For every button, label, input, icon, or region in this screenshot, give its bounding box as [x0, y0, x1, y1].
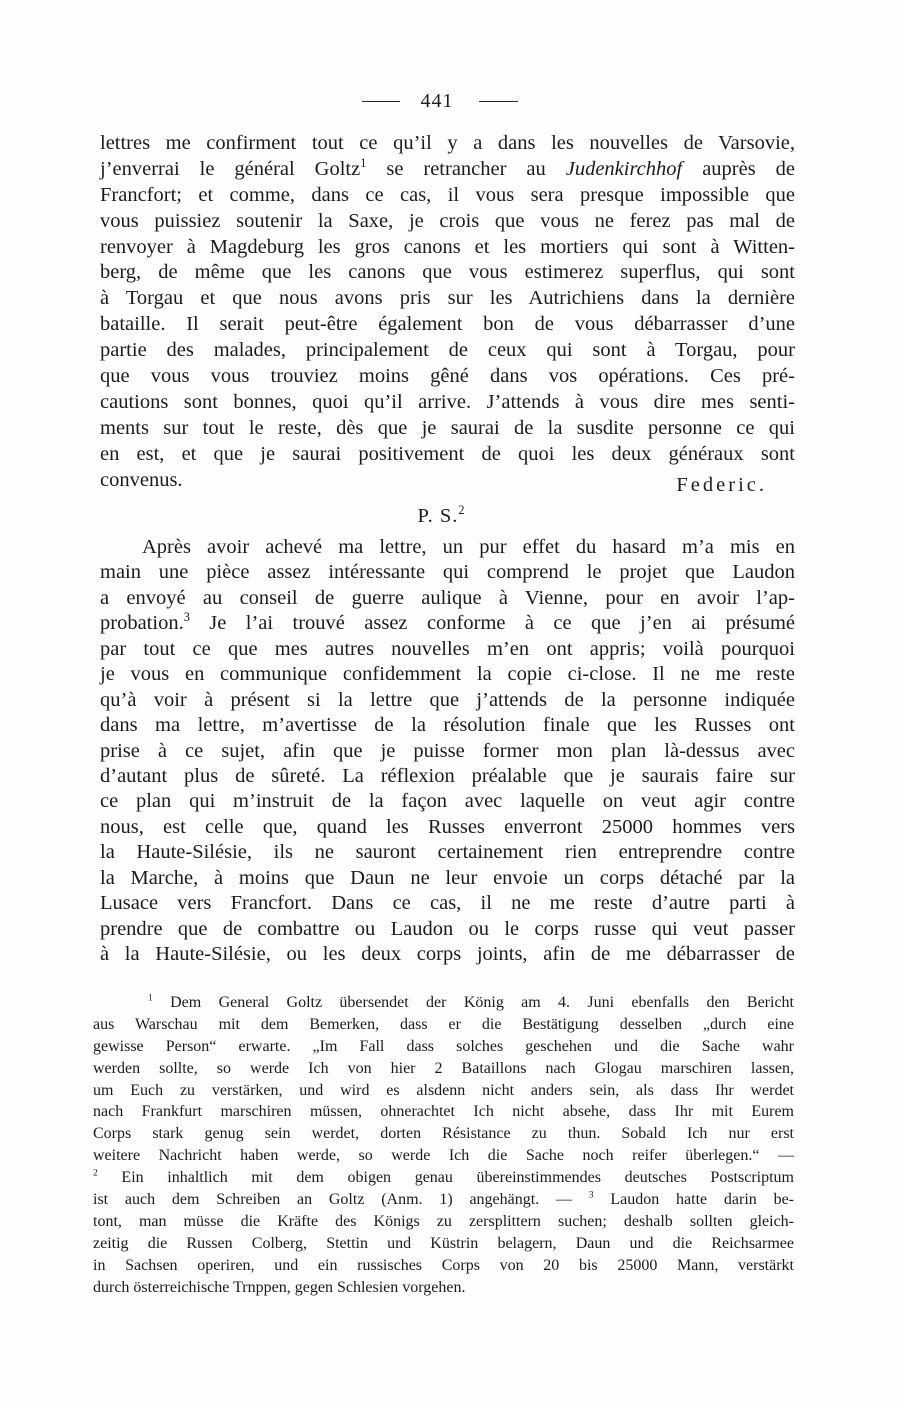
header-dash-left	[362, 101, 400, 102]
line-text: auprès de	[682, 157, 796, 180]
line-text: ist auch dem Schreiben an Goltz (Anm. 1) angehängt. —	[93, 1191, 589, 1209]
line-text: Laudon hatte darin be-	[593, 1191, 794, 1209]
footnote-line	[93, 1167, 794, 1189]
footnote-line: Corps stark genug sein werdet, dorten Résistance zu thun. Sobald Ich nur erst	[93, 1125, 794, 1143]
line-text: probation.	[100, 612, 184, 635]
footnote-line: tont, man müsse die Kräfte des Königs zu zersplittern suchen; deshalb sollten gleich-	[93, 1212, 794, 1230]
letter-line: berg, de même que les canons que vous estimerez superflus, qui sont	[100, 261, 795, 284]
footnote-line: durch österreichische Trnppen, gegen Schlesien vorgehen.	[93, 1278, 466, 1296]
footnote-ref: 2	[458, 503, 466, 518]
letter-closing: convenus.	[100, 468, 183, 491]
postscript-line: la Marche, à moins que Daun ne leur envoie un corps détaché par la	[100, 866, 795, 889]
letter-line: lettres me confirment tout ce qu’il y a dans les nouvelles de Varsovie,	[100, 132, 795, 154]
footnote-line: nach Frankfurt marschiren müssen, ohnerachtet Ich nicht absehe, dass Ihr mit Eurem	[93, 1103, 794, 1121]
footnotes	[93, 992, 794, 1298]
postscript-line: je vous en communique confidemment la copie ci-close. Il ne me reste	[100, 663, 795, 686]
letter-closing-line	[100, 468, 795, 494]
postscript-heading-text: P. S.	[417, 505, 459, 527]
postscript-line: à la Haute-Silésie, ou les deux corps joints, afin de me débarrasser de	[100, 943, 795, 965]
letter-line: renvoyer à Magdeburg les gros canons et les mortiers qui sont à Witten-	[100, 235, 795, 258]
postscript-line: qu’à voir à présent si la lettre que j’attends de la personne indiquée	[100, 688, 795, 711]
line-text: se retrancher au	[366, 157, 566, 180]
letter-line: cautions sont bonnes, quoi qu’il arrive. J’attends à vous dire mes senti-	[100, 390, 795, 413]
letter-line: bataille. Il serait peut-être également bon de vous débarrasser d’une	[100, 313, 795, 336]
footnote-marker: 3	[588, 1189, 594, 1201]
postscript-line: a envoyé au conseil de guerre aulique à Vienne, pour en avoir l’ap-	[100, 586, 795, 609]
footnote-line: weitere Nachricht haben werde, so werde Ich die Sache noch reifer überlegen.“ —	[93, 1147, 794, 1165]
postscript-line: prise à ce sujet, afin que je puisse former mon plan là-dessus avec	[100, 739, 795, 762]
postscript-line: dans ma lettre, m’avertisse de la résolution finale que les Russes ont	[100, 714, 795, 737]
letter-line: partie des malades, principalement de ceux qui sont à Torgau, pour	[100, 339, 795, 362]
footnote-ref: 1	[360, 156, 367, 171]
footnote-marker: 2	[93, 1167, 98, 1179]
line-text: Je l’ai trouvé assez conforme à ce que j’en ai présumé	[189, 612, 795, 635]
footnote-line	[93, 1189, 794, 1211]
postscript-line: prendre que de combattre ou Laudon ou le corps russe qui veut passer	[100, 917, 795, 940]
footnote-ref: 3	[183, 610, 190, 625]
italic-place-name: Judenkirchhof	[565, 157, 683, 180]
postscript-line: d’autant plus de sûreté. La réflexion préalable que je saurais faire sur	[100, 764, 795, 787]
postscript-line	[100, 611, 795, 636]
letter-line: Francfort; et comme, dans ce cas, il vous sera presque impossible que	[100, 183, 795, 206]
postscript-line: Après avoir achevé ma lettre, un pur effet du hasard m’a mis en	[142, 536, 795, 558]
header-dash-right	[479, 101, 518, 102]
postscript-heading	[94, 503, 789, 529]
footnote-line: um Euch zu verstärken, und wird es alsdenn nicht anders sein, als dass Ihr werdet	[93, 1081, 794, 1099]
signature: Federic.	[676, 473, 767, 496]
footnote-line: aus Warschau mit dem Bemerken, dass er die Bestätigung desselben „durch eine	[93, 1015, 794, 1033]
letter-line: à Torgau et que nous avons pris sur les Autrichiens dans la dernière	[100, 287, 795, 310]
footnote-line	[93, 992, 794, 1014]
letter-body	[100, 131, 796, 496]
line-text: Ein inhaltlich mit dem obigen genau übereinstimmendes deutsches Postscriptum	[97, 1169, 794, 1187]
letter-line	[100, 157, 795, 183]
footnote-marker: 1	[148, 992, 153, 1004]
postscript-line: Lusace vers Francfort. Dans ce cas, il ne me reste d’autre parti à	[100, 892, 795, 915]
letter-line: vous puissiez soutenir la Saxe, je crois que vous ne ferez pas mal de	[100, 209, 795, 232]
footnote-line: zeitig die Russen Colberg, Stettin und Küstrin belagern, Daun und die Reichsarmee	[93, 1234, 794, 1252]
footnote-line: in Sachsen operiren, und ein russisches Corps von 20 bis 25000 Mann, verstärkt	[93, 1256, 794, 1274]
postscript-line: main une pièce assez intéressante qui comprend le projet que Laudon	[100, 561, 795, 584]
line-text: Dem General Goltz übersendet der König am 4. Juni ebenfalls den Bericht	[152, 994, 794, 1011]
letter-line: que vous vous trouviez moins gêné dans vos opérations. Ces pré-	[100, 365, 795, 388]
postscript-line: par tout ce que mes autres nouvelles m’en ont appris; voilà pourquoi	[100, 637, 795, 660]
postscript-line: nous, est celle que, quand les Russes enverront 25000 hommes vers	[100, 815, 795, 838]
letter-line: ments sur tout le reste, dès que je saurai de la susdite personne ce qui	[100, 416, 795, 439]
line-text: j’enverrai le général Goltz	[100, 157, 361, 180]
letter-line: en est, et que je saurai positivement de quoi les deux généraux sont	[100, 442, 795, 465]
postscript-line: la Haute-Silésie, ils ne sauront certainement rien entreprendre contre	[100, 841, 795, 864]
footnote-line: werden sollte, so werde Ich von hier 2 Bataillons nach Glogau marschiren lassen,	[93, 1059, 794, 1077]
postscript-body	[100, 535, 795, 967]
page-number: 441	[420, 90, 454, 112]
postscript-line: ce plan qui m’instruit de la façon avec laquelle on veut agir contre	[100, 790, 795, 813]
footnote-line: gewisse Person“ erwarte. „Im Fall dass solches geschehen und die Sache wahr	[93, 1037, 794, 1055]
